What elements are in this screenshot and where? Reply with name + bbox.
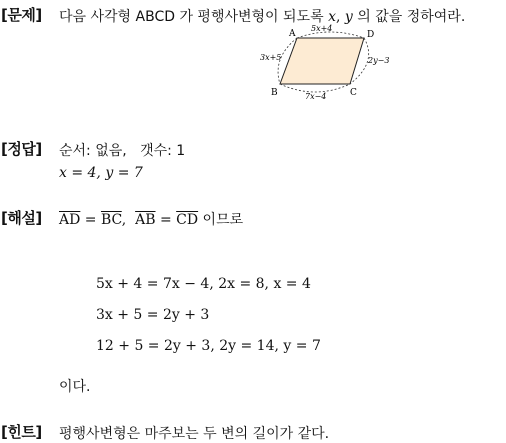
segment-ad: $\overline{AD}$ bbox=[59, 212, 81, 228]
hint-tag: [힌트] bbox=[1, 423, 42, 441]
answer-meta bbox=[59, 140, 185, 160]
problem-tag: [문제] bbox=[1, 6, 42, 24]
label-bottom: 7x−4 bbox=[305, 92, 327, 101]
explanation-suffix: 이므로 bbox=[202, 212, 244, 228]
label-top: 5x+4 bbox=[311, 24, 333, 33]
vertex-c: C bbox=[350, 88, 357, 98]
problem-comma: , bbox=[335, 9, 341, 25]
arc-bottom bbox=[280, 84, 350, 92]
equation-2: 3x + 5 = 2y + 3 bbox=[96, 307, 210, 323]
explanation-closing: 이다. bbox=[59, 379, 91, 395]
answer-count: 갯수: 1 bbox=[140, 143, 186, 159]
explanation-tag: [해설] bbox=[1, 209, 42, 227]
vertex-b: B bbox=[271, 88, 278, 98]
parallelogram-figure bbox=[0, 20, 506, 130]
segment-cd: $\overline{CD}$ bbox=[176, 212, 199, 228]
label-right: 2y−3 bbox=[368, 56, 390, 65]
label-left: 3x+5 bbox=[260, 53, 282, 62]
segment-bc: $\overline{BC}$ bbox=[100, 212, 122, 228]
equation-3: 12 + 5 = 2y + 3, 2y = 14, y = 7 bbox=[96, 338, 321, 354]
answer-result: x = 4, y = 7 bbox=[59, 165, 143, 181]
explanation-condition: $\overline{AD} = \overline{BC}$, $\overline{AB} = \overline{CD}$ 이므로 bbox=[59, 212, 244, 228]
answer-tag: [정답] bbox=[1, 140, 42, 158]
problem-text-main: 다음 사각형 ABCD 가 평행사변형이 되도록 bbox=[59, 9, 324, 25]
parallelogram-shape bbox=[280, 38, 364, 84]
hint-text: 평행사변형은 마주보는 두 변의 길이가 같다. bbox=[59, 426, 330, 442]
vertex-d: D bbox=[367, 30, 375, 40]
problem-var-x: x bbox=[328, 9, 336, 25]
answer-order: 순서: 없음, bbox=[59, 143, 127, 159]
problem-var-y: y bbox=[344, 9, 353, 25]
problem-text-tail: 의 값을 정하여라. bbox=[357, 9, 466, 25]
equation-1: 5x + 4 = 7x − 4, 2x = 8, x = 4 bbox=[96, 276, 311, 292]
vertex-a: A bbox=[289, 29, 296, 39]
segment-ab: $\overline{AB}$ bbox=[135, 212, 156, 228]
